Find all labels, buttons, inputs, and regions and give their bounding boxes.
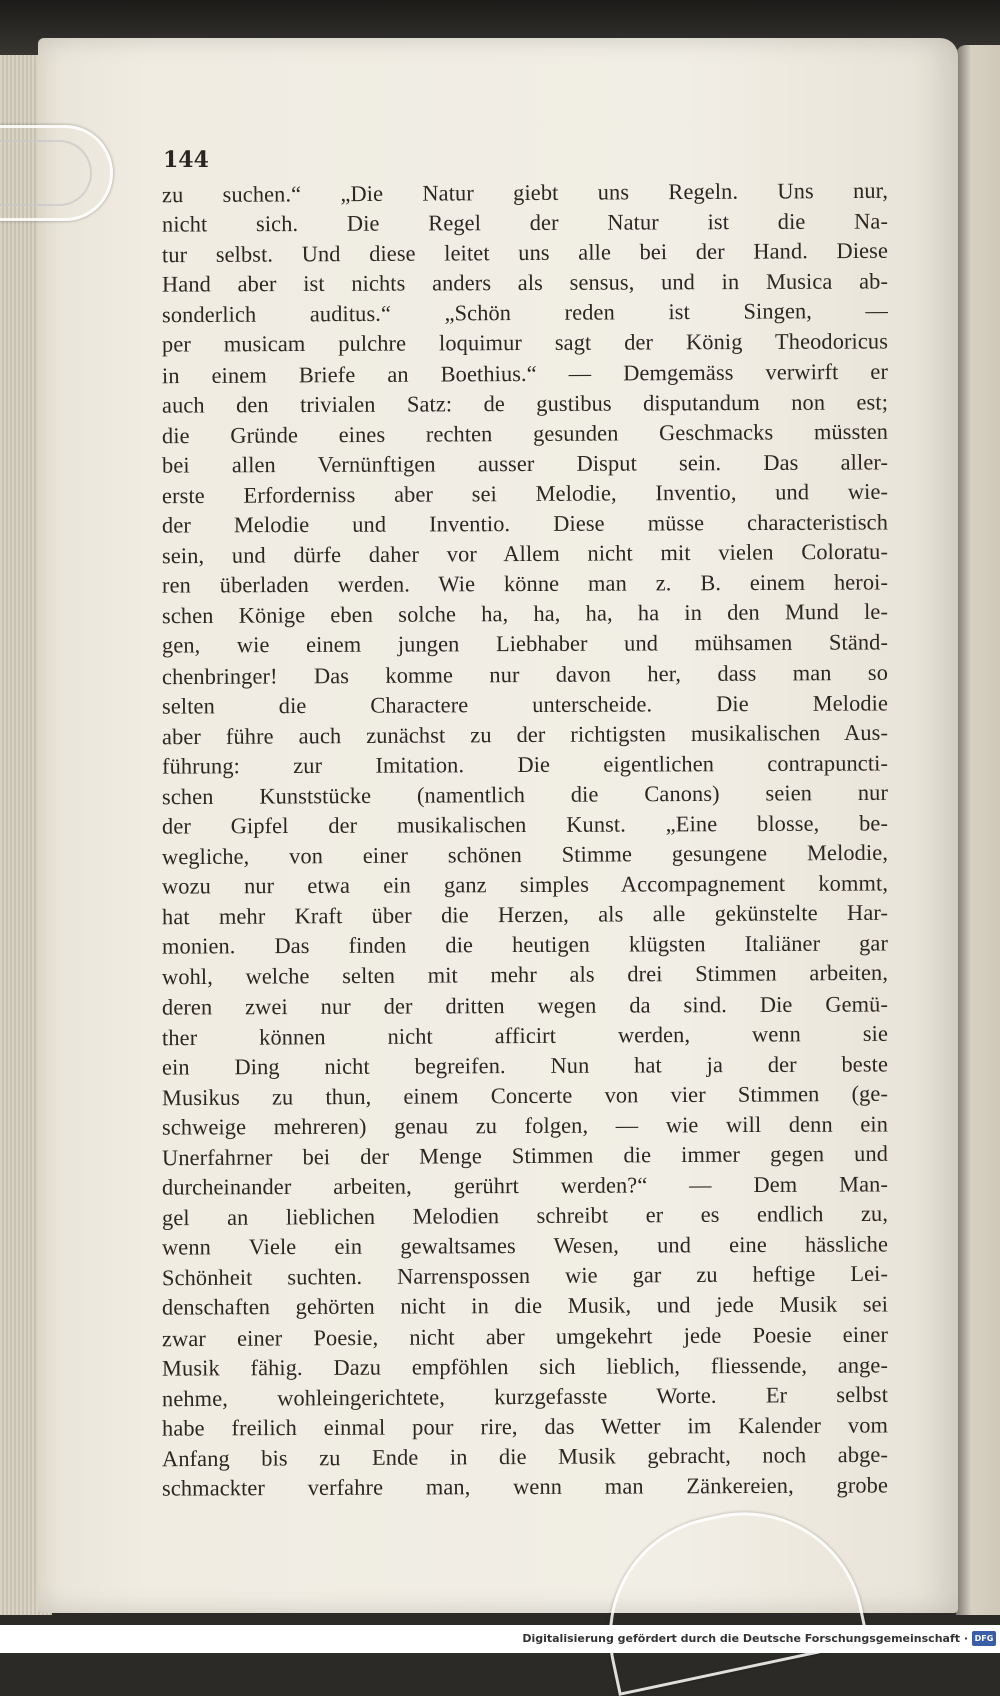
- text-line: wegliche, von einer schönen Stimme gesungene Melodie,: [161, 839, 889, 870]
- text-line: nicht sich. Die Regel der Natur ist die Na-: [161, 208, 889, 237]
- text-line: chenbringer! Das komme nur davon her, dass man so: [161, 659, 889, 689]
- text-line: zwar einer Poesie, nicht aber umgekehrt jede Poesie einer: [161, 1321, 889, 1351]
- text-line: per musicam pulchre loquimur sagt der König Theodoricus: [161, 328, 889, 358]
- text-line: gel an lieblichen Melodien schreibt er es endlich zu,: [161, 1200, 889, 1231]
- text-line: tur selbst. Und diese leitet uns alle bei der Hand. Diese: [161, 237, 889, 268]
- text-line: erste Erforderniss aber sei Melodie, Inventio, und wie-: [161, 478, 889, 509]
- text-line: ein Ding nicht begreifen. Nun hat ja der beste: [161, 1051, 889, 1080]
- text-line: aber führe auch zunächst zu der richtigsten musikalischen Aus-: [161, 719, 889, 749]
- text-line: sein, und dürfe daher vor Allem nicht mit vielen Coloratu-: [161, 538, 889, 569]
- text-line: Musik fähig. Dazu empföhlen sich lieblich, fliessende, ange-: [161, 1352, 889, 1381]
- text-line: hat mehr Kraft über die Herzen, als alle gekünstelte Har-: [161, 900, 889, 930]
- text-line: auch den trivialen Satz: de gustibus disputandum non est;: [161, 389, 889, 418]
- text-line: nehme, wohleingerichtete, kurzgefasste Worte. Er selbst: [161, 1381, 889, 1411]
- text-line: in einem Briefe an Boethius.“ — Demgemäss verwirft er: [161, 358, 889, 388]
- text-line: Hand aber ist nichts anders als sensus, und in Musica ab-: [161, 268, 889, 297]
- text-line: monien. Das finden die heutigen klügsten Italiäner gar: [161, 930, 889, 959]
- text-line: wohl, welche selten mit mehr als drei Stimmen arbeiten,: [161, 960, 889, 990]
- text-line: schen Könige eben solche ha, ha, ha, ha in den Mund le-: [161, 599, 889, 629]
- text-line: schmackter verfahre man, wenn man Zänkereien, grobe: [161, 1472, 889, 1501]
- text-line: schweige mehreren) genau zu folgen, — wie will denn ein: [161, 1111, 889, 1140]
- text-line: wenn Viele ein gewaltsames Wesen, und eine hässliche: [161, 1231, 889, 1260]
- text-line: sonderlich auditus.“ „Schön reden ist Singen, —: [161, 298, 889, 328]
- text-line: zu suchen.“ „Die Natur giebt uns Regeln. Uns nur,: [161, 177, 889, 208]
- text-line: ther können nicht afficirt werden, wenn sie: [161, 1020, 889, 1050]
- text-line: schen Kunststücke (namentlich die Canons) seien nur: [161, 779, 889, 810]
- text-line: der Gipfel der musikalischen Kunst. „Eine blosse, be-: [161, 810, 889, 839]
- text-line: deren zwei nur der dritten wegen da sind. Die Gemü-: [161, 990, 889, 1020]
- facing-page-edge: [956, 45, 1000, 1615]
- text-line: Unerfahrner bei der Menge Stimmen die immer gegen und: [161, 1140, 889, 1171]
- body-text: [162, 178, 888, 1502]
- text-line: wozu nur etwa ein ganz simples Accompagnement kommt,: [161, 870, 889, 899]
- digitization-credit: Digitalisierung gefördert durch die Deutsche Forschungsgemeinschaft ·: [522, 1632, 968, 1645]
- text-line: bei allen Vernünftigen ausser Disput sein. Das aller-: [161, 449, 889, 478]
- page-number: 144: [163, 147, 209, 173]
- text-line: gen, wie einem jungen Liebhaber und mühsamen Ständ-: [161, 629, 889, 658]
- text-line: durcheinander arbeiten, gerührt werden?“ — Dem Man-: [161, 1171, 889, 1200]
- text-line: Anfang bis zu Ende in die Musik gebracht, noch abge-: [161, 1441, 889, 1472]
- text-line: führung: zur Imitation. Die eigentlichen contrapuncti-: [161, 750, 889, 779]
- text-line: Schönheit suchten. Narrenspossen wie gar zu heftige Lei-: [161, 1261, 889, 1291]
- text-line: denschaften gehörten nicht in die Musik, und jede Musik sei: [161, 1291, 889, 1321]
- text-line: selten die Charactere unterscheide. Die Melodie: [161, 690, 889, 719]
- text-line: der Melodie und Inventio. Diese müsse characteristisch: [161, 509, 889, 538]
- text-line: habe freilich einmal pour rire, das Wetter im Kalender vom: [161, 1412, 889, 1441]
- text-line: ren überladen werden. Wie könne man z. B. einem heroi-: [161, 569, 889, 598]
- text-line: Musikus zu thun, einem Concerte von vier Stimmen (ge-: [161, 1080, 889, 1111]
- dfg-logo-icon: DFG: [972, 1631, 996, 1646]
- paper-clip-top-inner: [0, 140, 92, 206]
- text-line: die Gründe eines rechten gesunden Geschmacks müssten: [161, 418, 889, 448]
